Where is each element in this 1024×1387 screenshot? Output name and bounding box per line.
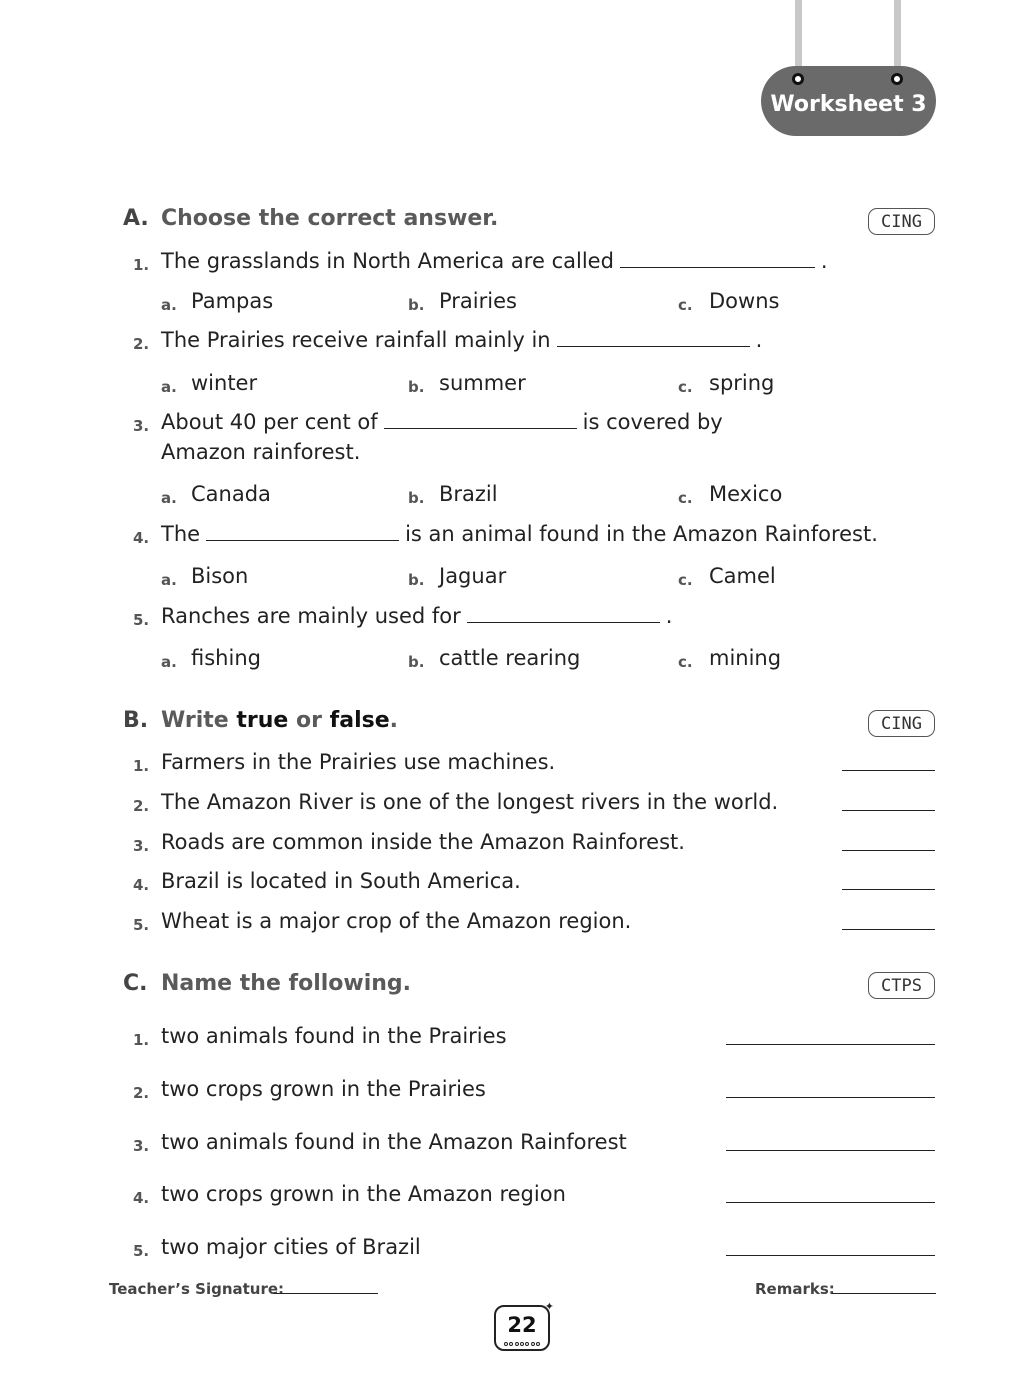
option-letter: c. [678,378,693,396]
section-a-skill-badge: CING [868,208,935,235]
statement-number: 3. [133,837,150,855]
option-text[interactable]: Mexico [709,482,783,506]
question-text-pre: The Prairies receive rainfall mainly in [161,328,551,352]
statement-text: The Amazon River is one of the longest rivers in the world. [161,790,779,814]
tag-hanger-left [795,0,802,76]
statement-number: 5. [133,916,150,934]
item-text: two major cities of Brazil [161,1235,421,1259]
tag-hanger-right [894,0,901,76]
option-letter: b. [408,653,425,671]
option-letter: a. [161,653,177,671]
option-text[interactable]: winter [191,371,258,395]
section-b-skill-badge: CING [868,710,935,737]
question-text-line2: Amazon rainforest. [161,440,361,464]
answer-blank[interactable] [557,346,750,347]
section-b-title-write: Write [161,708,229,733]
answer-blank[interactable] [206,540,399,541]
option-text[interactable]: Prairies [439,289,517,313]
section-b-title-dot: . [389,708,398,733]
question-text-post: . [665,604,673,628]
page-number-badge [494,1300,554,1351]
option-letter: a. [161,489,177,507]
item-number: 1. [133,1031,150,1049]
question-text-post: is covered by [582,410,723,434]
statement-text: Brazil is located in South America. [161,869,521,893]
teacher-signature-label: Teacher’s Signature: [109,1280,285,1298]
section-b-title [161,708,398,733]
name-answer-line[interactable] [726,1150,935,1151]
answer-blank[interactable] [384,428,577,429]
option-text[interactable]: Pampas [191,289,274,313]
answer-blank[interactable] [467,622,660,623]
question-number: 2. [133,335,150,353]
section-c-skill-badge: CTPS [868,972,935,999]
option-text[interactable]: Bison [191,564,249,588]
section-c-title: Name the following. [161,971,412,996]
question-number: 4. [133,529,150,547]
section-a-letter: A. [123,206,149,231]
name-answer-line[interactable] [726,1044,935,1045]
tag-hole-left [792,73,804,85]
question-number: 5. [133,611,150,629]
true-false-answer-line[interactable] [842,850,935,851]
option-text[interactable]: Canada [191,482,271,506]
question-number: 3. [133,417,150,435]
question-text [161,249,828,273]
item-number: 2. [133,1084,150,1102]
item-text: two crops grown in the Amazon region [161,1182,566,1206]
option-text[interactable]: spring [709,371,775,395]
remarks-line[interactable] [832,1293,936,1294]
statement-number: 2. [133,797,150,815]
section-a-title: Choose the correct answer. [161,206,499,231]
option-text[interactable]: Camel [709,564,776,588]
question-text [161,410,723,434]
star-icon: ✦ [544,1300,554,1313]
true-false-answer-line[interactable] [842,889,935,890]
question-text-post: . [755,328,763,352]
question-text [161,522,878,546]
question-text-pre: The [161,522,201,546]
statement-number: 1. [133,757,150,775]
option-letter: c. [678,653,693,671]
option-letter: c. [678,296,693,314]
section-b-title-true: true [236,708,289,733]
section-c-letter: C. [123,971,148,996]
worksheet-tag: Worksheet 3 [761,66,936,136]
option-text[interactable]: Jaguar [439,564,507,588]
statement-text: Roads are common inside the Amazon Rainforest. [161,830,685,854]
option-letter: b. [408,571,425,589]
option-text[interactable]: Brazil [439,482,498,506]
item-text: two crops grown in the Prairies [161,1077,486,1101]
statement-text: Wheat is a major crop of the Amazon region. [161,909,632,933]
item-number: 5. [133,1242,150,1260]
question-text-pre: Ranches are mainly used for [161,604,461,628]
item-number: 3. [133,1137,150,1155]
name-answer-line[interactable] [726,1255,935,1256]
option-letter: b. [408,489,425,507]
question-text [161,604,672,628]
option-text[interactable]: mining [709,646,782,670]
section-b-title-false: false [329,708,390,733]
page-number: 22 [507,1313,537,1337]
teacher-signature-line[interactable] [274,1293,378,1294]
option-text[interactable]: Downs [709,289,780,313]
section-b-letter: B. [123,708,149,733]
tag-hole-right [891,73,903,85]
true-false-answer-line[interactable] [842,810,935,811]
section-b-title-or: or [296,708,322,733]
option-letter: c. [678,489,693,507]
option-text[interactable]: summer [439,371,526,395]
option-text[interactable]: fishing [191,646,261,670]
true-false-answer-line[interactable] [842,770,935,771]
question-number: 1. [133,256,150,274]
option-letter: a. [161,296,177,314]
remarks-label: Remarks: [755,1280,835,1298]
question-text-pre: The grasslands in North America are called [161,249,614,273]
option-letter: c. [678,571,693,589]
film-dots [504,1342,540,1346]
option-letter: b. [408,378,425,396]
option-letter: a. [161,378,177,396]
true-false-answer-line[interactable] [842,929,935,930]
question-text-post: . [820,249,828,273]
option-letter: b. [408,296,425,314]
option-text[interactable]: cattle rearing [439,646,581,670]
option-letter: a. [161,571,177,589]
item-text: two animals found in the Prairies [161,1024,507,1048]
statement-number: 4. [133,876,150,894]
question-text-pre: About 40 per cent of [161,410,378,434]
name-answer-line[interactable] [726,1097,935,1098]
name-answer-line[interactable] [726,1202,935,1203]
item-text: two animals found in the Amazon Rainforest [161,1130,627,1154]
statement-text: Farmers in the Prairies use machines. [161,750,556,774]
question-text [161,328,762,352]
answer-blank[interactable] [620,267,815,268]
question-text-post: is an animal found in the Amazon Rainforest. [405,522,878,546]
item-number: 4. [133,1189,150,1207]
